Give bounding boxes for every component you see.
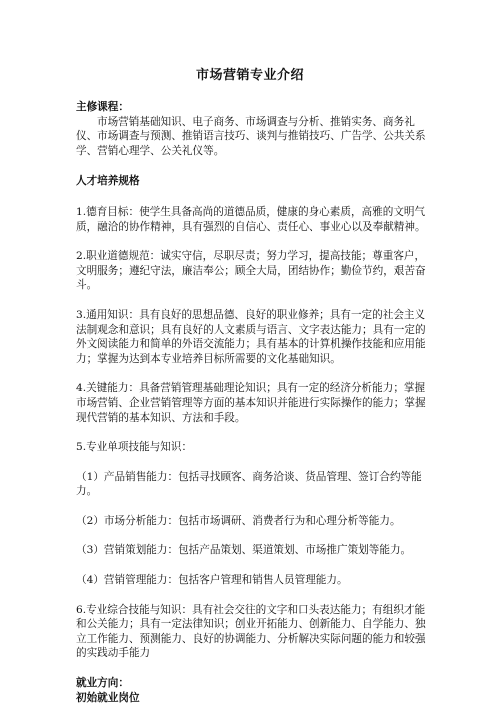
initial-jobs-heading: 初始就业岗位 bbox=[76, 691, 140, 704]
item-5-4: （4）营销管理能力：包括客户管理和销售人员管理能力。 bbox=[76, 574, 348, 587]
employment-heading: 就业方向： bbox=[76, 677, 129, 690]
talent-heading: 人才培养规格 bbox=[76, 175, 140, 188]
item-6: 6.专业综合技能与知识：具有社会交往的文字和口头表达能力；有组织才能和公关能力；具有一定法律知识；创业开拓能力、创新能力、自学能力、独立工作能力、预测能力、良好的协调能力、分析解决实际问题的能力和较强的实践动手能力 bbox=[76, 603, 426, 660]
main-courses-heading: 主修课程： bbox=[76, 101, 129, 113]
document-body bbox=[76, 100, 428, 705]
item-5-2: （2）市场分析能力：包括市场调研、消费者行为和心理分析等能力。 bbox=[76, 514, 401, 527]
item-4: 4.关键能力：具备营销管理基础理论知识；具有一定的经济分析能力；掌握市场营销、企业营销管理等方面的基本知识并能进行实际操作的能力；掌握现代营销的基本知识、方法和手段。 bbox=[76, 382, 426, 424]
item-3: 3.通用知识：具有良好的思想品德、良好的职业修养；具有一定的社会主义法制观念和意识；具有良好的人文素质与语言、文字表达能力；具有一定的外文阅读能力和简单的外语交流能力；具有基本的计算机操作技能和应用能力；掌握为达到本专业培养目标所需要的文化基础知识。 bbox=[76, 308, 426, 365]
item-5: 5.专业单项技能与知识： bbox=[76, 441, 193, 454]
page-title: 市场营销专业介绍 bbox=[195, 68, 304, 83]
item-1: 1.德育目标：使学生具备高尚的道德品质，健康的身心素质，高雅的文明气质，融洽的协作精神，具有强烈的自信心、责任心、事业心以及奉献精神。 bbox=[76, 205, 426, 233]
main-courses-text: 市场营销基础知识、电子商务、市场调查与分析、推销实务、商务礼仪、市场调查与预测、推销语言技巧、谈判与推销技巧、广告学、公共关系学、营销心理学、公关礼仪等。 bbox=[76, 115, 426, 157]
item-5-3: （3）营销策划能力：包括产品策划、渠道策划、市场推广策划等能力。 bbox=[76, 544, 412, 557]
item-2: 2.职业道德规范：诚实守信，尽职尽责；努力学习，提高技能；尊重客户，文明服务；遵纪守法，廉洁奉公；顾全大局，团结协作；勤俭节约，艰苦奋斗。 bbox=[76, 250, 426, 292]
item-5-1: （1）产品销售能力：包括寻找顾客、商务洽谈、货品管理、签订合约等能力。 bbox=[76, 470, 422, 498]
